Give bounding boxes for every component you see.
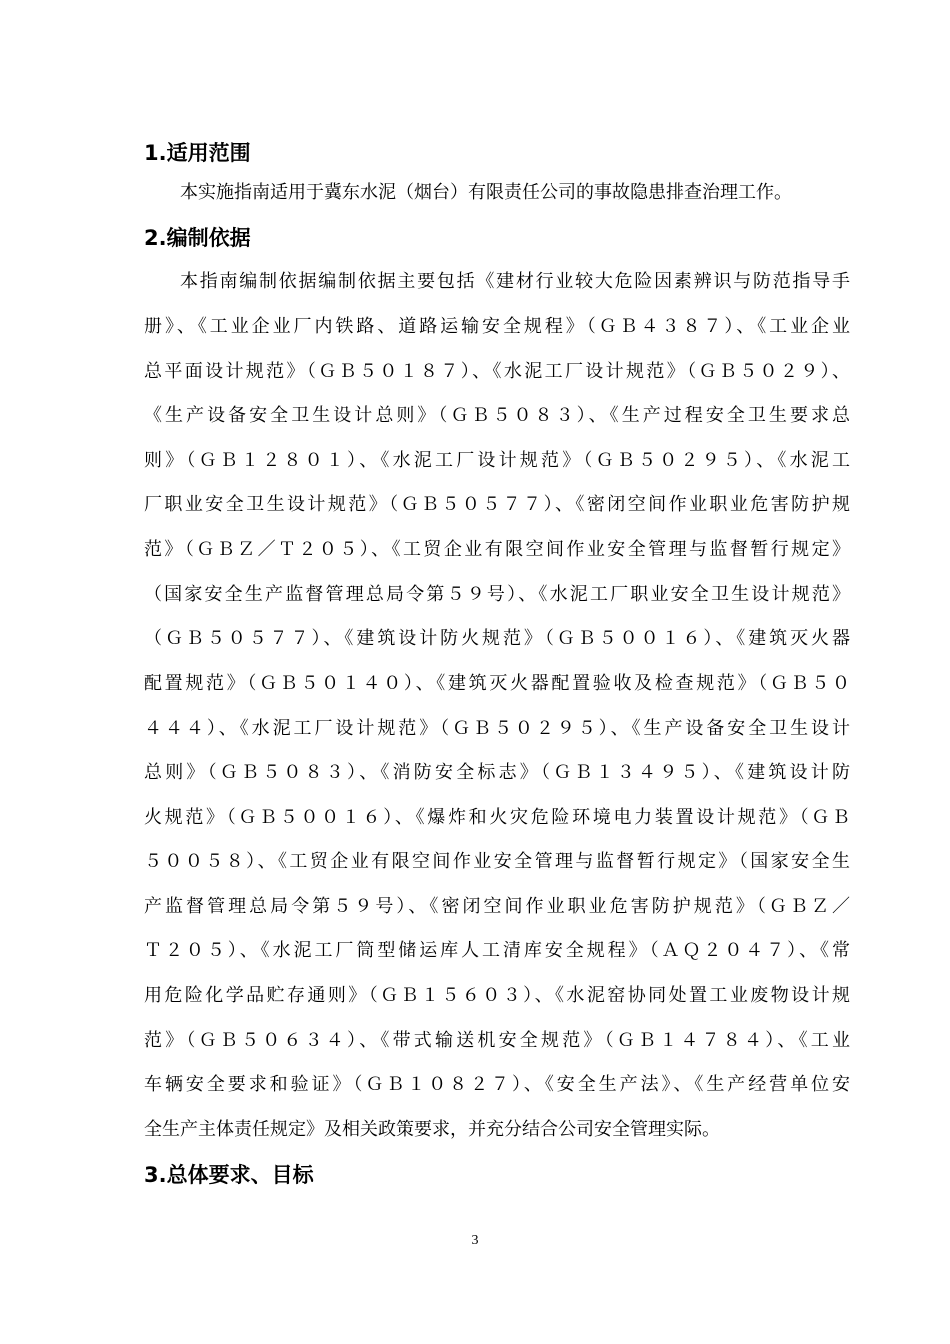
basis-line: （ＧＢ５０５７７）、《建筑设计防火规范》（ＧＢ５００１６）、《建筑灭火器 (144, 628, 850, 649)
basis-line: 车辆安全要求和验证》（ＧＢ１０８２７）、《安全生产法》、《生产经营单位安 (144, 1074, 850, 1095)
basis-line: 火规范》（ＧＢ５００１６）、《爆炸和火灾危险环境电力装置设计规范》（ＧＢ (144, 807, 850, 828)
basis-line: 用危险化学品贮存通则》（ＧＢ１５６０３）、《水泥窑协同处置工业废物设计规 (144, 985, 850, 1006)
basis-line: 总平面设计规范》（ＧＢ５０１８７）、《水泥工厂设计规范》（ＧＢ５０２９）、 (144, 361, 850, 382)
basis-line: 本指南编制依据编制依据主要包括《建材行业较大危险因素辨识与防范指导手 (180, 271, 850, 292)
basis-line: 范》（ＧＢＺ／Ｔ２０５）、《工贸企业有限空间作业安全管理与监督暂行规定》 (144, 539, 850, 560)
section-heading-scope: 1.适用范围 (144, 141, 251, 165)
basis-line: 范》（ＧＢ５０６３４）、《带式输送机安全规范》（ＧＢ１４７８４）、《工业 (144, 1030, 850, 1051)
basis-line: ５００５８）、《工贸企业有限空间作业安全管理与监督暂行规定》（国家安全生 (144, 851, 850, 872)
section-heading-basis: 2.编制依据 (144, 226, 251, 250)
basis-line: Ｔ２０５）、《水泥工厂筒型储运库人工清库安全规程》（ＡＱ２０４７）、《常 (144, 940, 850, 961)
basis-line: 厂职业安全卫生设计规范》（ＧＢ５０５７７）、《密闭空间作业职业危害防护规 (144, 494, 850, 515)
basis-line: （国家安全生产监督管理总局令第５９号）、《水泥工厂职业安全卫生设计规范》 (144, 584, 850, 605)
basis-line: 则》（ＧＢ１２８０１）、《水泥工厂设计规范》（ＧＢ５０２９５）、《水泥工 (144, 450, 850, 471)
basis-line: ４４４）、《水泥工厂设计规范》（ＧＢ５０２９５）、《生产设备安全卫生设计 (144, 718, 850, 739)
basis-line: 总则》（ＧＢ５０８３）、《消防安全标志》（ＧＢ１３４９５）、《建筑设计防 (144, 762, 850, 783)
basis-line: 产监督管理总局令第５９号）、《密闭空间作业职业危害防护规范》（ＧＢＺ／ (144, 896, 850, 917)
basis-line: 配置规范》（ＧＢ５０１４０）、《建筑灭火器配置验收及检查规范》（ＧＢ５０ (144, 673, 850, 694)
section-heading-requirements: 3.总体要求、目标 (144, 1163, 314, 1187)
scope-paragraph: 本实施指南适用于冀东水泥（烟台）有限责任公司的事故隐患排查治理工作。 (180, 182, 792, 203)
basis-line: 《生产设备安全卫生设计总则》（ＧＢ５０８３）、《生产过程安全卫生要求总 (144, 405, 850, 426)
basis-line: 册》、《工业企业厂内铁路、道路运输安全规程》（ＧＢ４３８７）、《工业企业 (144, 316, 850, 337)
page-number: 3 (471, 1233, 479, 1248)
basis-line: 全生产主体责任规定》及相关政策要求，并充分结合公司安全管理实际。 (144, 1119, 720, 1140)
